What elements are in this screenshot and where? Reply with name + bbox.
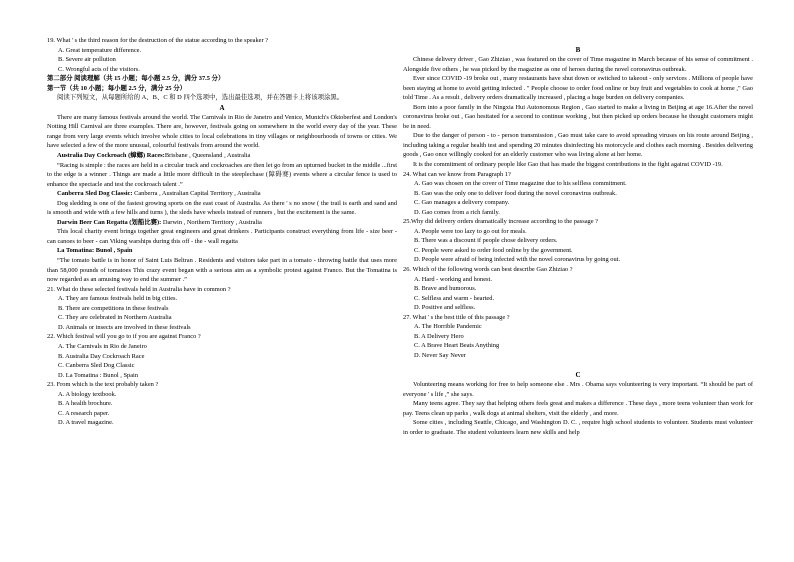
question-stem: 23. From which is the text probably taken ? xyxy=(47,381,159,389)
question-22 xyxy=(47,332,397,380)
festival-text: “Racing is simple : the races are held in a circular track and cockroaches are then let go from an upturned bucket in the middle ...first to the edge is a winner . Things are made a little more difficult in the steeplechase (障碍赛) events where a circular fence is used to enhance the spectacle and test the cockroach talent .” xyxy=(47,161,397,188)
passage-b-title: B xyxy=(575,46,581,54)
option: A. Hard - working and honest. xyxy=(414,275,492,283)
passage-c-paragraph: Many teens agree. They say that helping others feels great and makes a difference . These days , more teens volunteer than work for pay. Teens clean up parks , walk dogs at animal shelters, visit the elderly , and more. xyxy=(403,400,753,417)
option: B. A health brochure. xyxy=(58,400,113,408)
option: C. A Brave Heart Beats Anything xyxy=(414,342,500,350)
passage-a-title: A xyxy=(219,103,225,112)
option: C. Canberra Sled Dog Classic xyxy=(58,362,135,370)
option: A. A biology textbook. xyxy=(58,390,117,398)
option: A. They are famous festivals held in big cities. xyxy=(58,295,178,303)
festival-text: “The tomato battle is in honor of Saint Luis Beltran . Residents and visitors take part in a tomato - throwing battle that uses more than 58,000 pounds of tomatoes This crazy event began with a serious aim as a symbolic protest against Franco. But the Tomatina is now regarded as an amusing way to end the summer .” xyxy=(47,257,397,284)
festival-text: This local charity event brings together great engineers and great drinkers . Participants construct everything from life - size beer - can canoes to beer - can Viking warships during this off - the - wall regatta xyxy=(47,228,397,245)
option: C. A research paper. xyxy=(58,409,110,417)
option: B. Australia Day Cockroach Race xyxy=(58,352,145,360)
passage-b-paragraph: It is the commitment of ordinary people like Gao that has made the biggest contributions in the fight against COVID -19. xyxy=(413,161,723,169)
question-stem: 26. Which of the following words can best describe Gao Zhiziao ? xyxy=(403,266,573,274)
option: C. Wrongful acts of the visitors. xyxy=(58,65,140,73)
option: B. Gao was the only one to deliver food during the novel coronavirus outbreak. xyxy=(414,189,617,197)
option: A. The Carnivals in Rio de Janeiro xyxy=(58,342,147,350)
passage-a-paragraph: There are many famous festivals around the world. The Carnivals in Rio de Janeiro and Venice, Munich's Oktoberfest and London's Notting Hill Carnival are three examples. There are, however, festivals going on somewhere in the world every day of the year. These range from very large events which involve whole cities to local celebrations in tiny villages or neighbourhoods of towns or cities. We have selected a few of the more unusual, colourful festivals from around the world. xyxy=(47,113,397,150)
option: D. Never Say Never xyxy=(414,351,466,359)
festival-item-3 xyxy=(47,218,397,228)
option: C. Gao manages a delivery company. xyxy=(414,199,510,207)
festival-place: Brisbane , Queensland , Australia xyxy=(164,152,251,160)
option: B. Brave and humorous. xyxy=(414,285,477,293)
festival-title: La Tomatina: Bunol , Spain xyxy=(57,247,133,255)
option: B. There are competitions in these festivals xyxy=(58,304,169,312)
spacer xyxy=(403,361,753,371)
question-26 xyxy=(403,265,753,313)
question-stem: 21. What do these selected festivals held in Australia have in common ? xyxy=(47,285,231,293)
option: D. A travel magazine. xyxy=(58,419,114,427)
festival-item-1 xyxy=(47,151,397,161)
passage-b-paragraph: Due to the danger of person - to - person transmission , Gao must take care to avoid spreading viruses on his route around Beijing , including taking a regular health test and spending 20 minutes disinfecting his motorcycle and clothes each morning . Besides delivering goods , Gao once willingly cooked for an elderly customer who was living alone at her home. xyxy=(403,132,753,159)
festival-title: Canberra Sled Dog Classic: xyxy=(57,190,133,198)
instructions: 阅读下列短文，从每题所给的 A、B、C 和 D 四个选项中，选出最佳选项，并在答题卡上将该项涂黑。 xyxy=(57,94,344,102)
left-column xyxy=(47,36,397,428)
question-stem: 25.Why did delivery orders dramatically increase according to the passage ? xyxy=(403,218,599,226)
festival-item-2 xyxy=(47,189,397,199)
passage-b-paragraph: Ever since COVID -19 broke out , many restaurants have shut down or switched to takeout - only services . Millions of people have been staying at home to avoid getting infected . " People choose to order food online or buy fruit and vegetables to cook at home ," Gao told Time . As a result , delivery orders dramatically increased , placing a huge burden on delivery companies. xyxy=(403,75,753,102)
passage-b-paragraph: Born into a poor family in the Ningxia Hui Autonomous Region , Gao started to make a living in Beijing at age 16.After the novel coronavirus broke out , Gao hesitated for a second to continue working , but then picked up orders because he thought customers might be in need. xyxy=(403,103,753,130)
option: D. People were afraid of being infected with the novel coronavirus by going out. xyxy=(414,256,621,264)
festival-place: Canberra , Australian Capital Territory , Australia xyxy=(134,190,261,198)
option: D. Animals or insects are involved in these festivals xyxy=(58,323,191,331)
question-24 xyxy=(403,170,753,218)
option: B. Severe air pollution xyxy=(58,56,116,64)
festival-title: Australia Day Cockroach (蟑螂) Races: xyxy=(57,152,165,160)
passage-c-paragraph: Some cities , including Seattle, Chicago, and Washington D. C. , require high school students to volunteer. Students must volunteer in order to graduate. The student volunteers learn new skills and help xyxy=(403,419,753,436)
subsection-header: 第一节（共 10 小题；每小题 2.5 分，满分 25 分） xyxy=(47,84,186,92)
question-27 xyxy=(403,313,753,361)
passage-b-paragraph: Chinese delivery driver , Gao Zhiziao , was featured on the cover of Time magazine in March because of his sense of commitment . Alongside five others , he was picked by the magazine as one of heroes during the novel coronavirus outbreak. xyxy=(403,56,753,73)
question-stem: 27. What ' s the best title of this passage ? xyxy=(403,313,510,321)
right-column xyxy=(403,45,753,437)
question-19 xyxy=(47,36,397,74)
question-stem: 19. What ' s the third reason for the destruction of the statue according to the speaker ? xyxy=(47,37,269,44)
option: A. The Horrible Pandemic xyxy=(414,323,482,331)
festival-place: Darwin , Northern Territory , Australia xyxy=(162,218,262,226)
question-21 xyxy=(47,285,397,333)
option: C. Selfless and warm - hearted. xyxy=(414,294,495,302)
question-23 xyxy=(47,380,397,428)
option: B. A Delivery Hero xyxy=(414,332,464,340)
option: A. Gao was chosen on the cover of Time magazine due to his selfless commitment. xyxy=(414,180,627,188)
section-header: 第二部分 阅读理解（共 15 小题；每小题 2.5 分，满分 37.5 分） xyxy=(47,75,225,83)
passage-c-paragraph: Volunteering means working for free to help someone else . Mrs . Obama says volunteering is very important. “It should be part of everyone ' s life ,” she says. xyxy=(403,381,753,398)
option: D. La Tomatina : Bunol , Spain xyxy=(58,371,139,379)
option: A. People were too lazy to go out for meals. xyxy=(414,227,527,235)
question-stem: 24. What can we know from Paragraph 1? xyxy=(403,170,511,178)
option: D. Gao comes from a rich family. xyxy=(414,208,500,216)
passage-c-title: C xyxy=(575,371,581,380)
option: C. They are celebrated in Northern Australia xyxy=(58,314,172,322)
option: B. There was a discount if people chose delivery orders. xyxy=(414,237,558,245)
question-stem: 22. Which festival will you go to if you are against Franco ? xyxy=(47,333,201,341)
festival-text: Dog sledding is one of the fastest growing sports on the east coast of Australia. As there ' s no snow ( the trail is earth and sand and is smooth and wide with a few hills and turns ), the sleds have wheels instead of runners , but the excitement is the same. xyxy=(47,199,397,217)
option: D. Positive and selfless. xyxy=(414,304,476,312)
option: A. Great temperature difference. xyxy=(58,46,142,54)
option: C. People were asked to order food online by the government. xyxy=(414,246,573,254)
festival-title: Darwin Beer Can Regatta (划船比赛): xyxy=(57,218,162,226)
question-25 xyxy=(403,217,753,265)
